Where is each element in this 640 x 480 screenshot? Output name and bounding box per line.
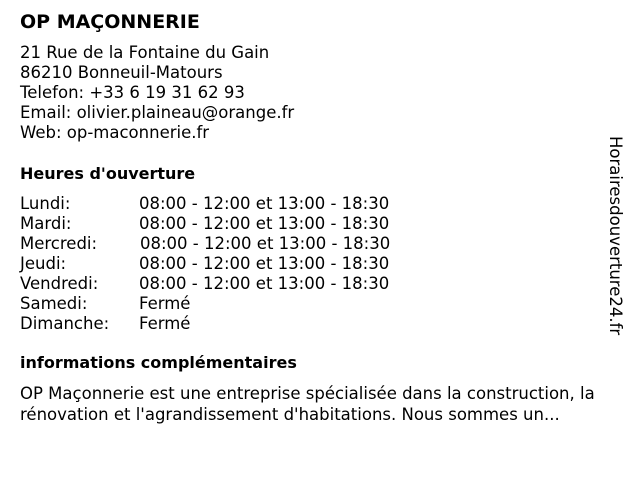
day-hours: 08:00 - 12:00 et 13:00 - 18:30 xyxy=(139,214,390,233)
day-label: Mardi: xyxy=(20,214,72,233)
day-label: Mercredi: xyxy=(20,234,98,253)
address-street: 21 Rue de la Fontaine du Gain xyxy=(20,43,270,62)
phone-number[interactable]: Telefon: +33 6 19 31 62 93 xyxy=(20,83,245,102)
day-hours: 08:00 - 12:00 et 13:00 - 18:30 xyxy=(139,254,390,273)
business-name: OP MAÇONNERIE xyxy=(20,11,200,33)
website-link[interactable]: Web: op-maconnerie.fr xyxy=(20,123,210,142)
business-description: OP Maçonnerie est une entreprise spécialisée dans la construction, la rénovation et l'agrandissement d'habitations. Nous sommes un... xyxy=(20,384,595,424)
day-label: Lundi: xyxy=(20,194,71,213)
address-city: 86210 Bonneuil-Matours xyxy=(20,63,223,82)
day-hours: Fermé xyxy=(139,314,191,333)
day-hours: 08:00 - 12:00 et 13:00 - 18:30 xyxy=(140,234,391,253)
day-label: Vendredi: xyxy=(20,274,99,293)
day-hours: 08:00 - 12:00 et 13:00 - 18:30 xyxy=(139,194,390,213)
day-label: Jeudi: xyxy=(20,254,67,273)
email-address[interactable]: Email: olivier.plaineau@orange.fr xyxy=(20,103,295,122)
watermark-text: Horairesdouverture24.fr xyxy=(606,136,625,336)
opening-hours-heading: Heures d'ouverture xyxy=(20,164,196,183)
day-hours: Fermé xyxy=(139,294,191,313)
day-label: Samedi: xyxy=(20,294,88,313)
day-label: Dimanche: xyxy=(20,314,110,333)
additional-info-heading: informations complémentaires xyxy=(20,353,297,372)
contact-block xyxy=(20,43,294,143)
day-hours: 08:00 - 12:00 et 13:00 - 18:30 xyxy=(139,274,390,293)
